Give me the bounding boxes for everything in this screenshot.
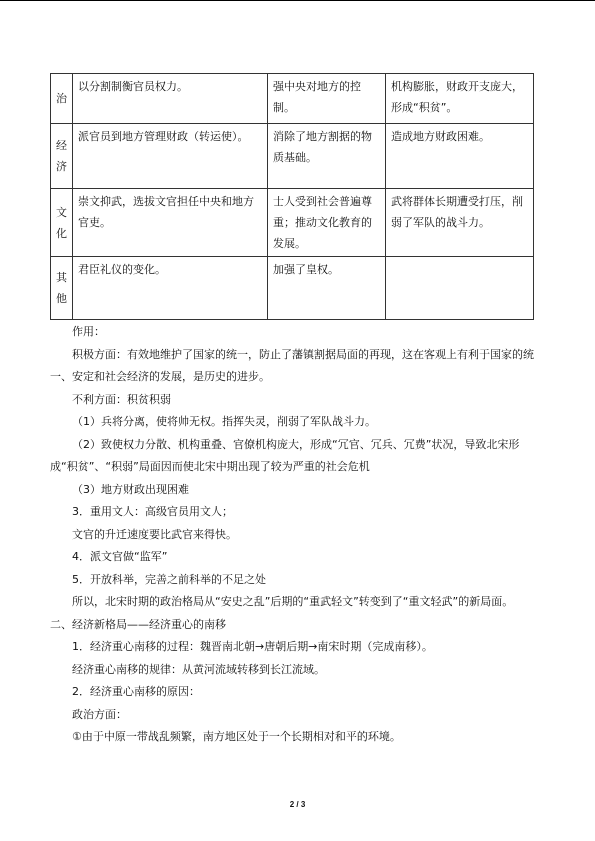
measure-cell: 君臣礼仪的变化。 bbox=[73, 257, 268, 320]
document-body bbox=[50, 321, 536, 749]
positive-effect-cell: 加强了皇权。 bbox=[268, 257, 386, 320]
positive-effect-cell: 消除了地方割据的物质基础。 bbox=[268, 124, 386, 189]
paragraph-political-reason-1: ①由于中原一带战乱频繁，南方地区处于一个长期相对和平的环境。 bbox=[72, 730, 401, 743]
page-top-rule bbox=[0, 0, 595, 1]
negative-effect-cell: 机构膨胀，财政开支庞大，形成“积贫”。 bbox=[386, 74, 534, 124]
paragraph-political-aspect: 政治方面： bbox=[72, 707, 127, 721]
page-number: 2 / 3 bbox=[289, 800, 306, 809]
paragraph-effects-heading: 作用： bbox=[72, 325, 105, 338]
negative-effect-cell: 造成地方财政困难。 bbox=[386, 124, 534, 189]
table-row bbox=[51, 124, 534, 189]
paragraph-negative-aspects: 不利方面：积贫积弱 bbox=[72, 392, 171, 406]
paragraph-economy-point-1: 1．经济重心南移的过程：魏晋南北朝→唐朝后期→南宋时期（完成南移）。 bbox=[72, 640, 433, 653]
paragraph-negative-item-1: （1）兵将分离，使将帅无权。指挥失灵，削弱了军队战斗力。 bbox=[72, 415, 376, 428]
paragraph-negative-item-3: （3）地方财政出现困难 bbox=[72, 482, 189, 496]
positive-effect-cell: 强中央对地方的控制。 bbox=[268, 74, 386, 124]
paragraph-negative-item-2: （2）致使权力分散、机构重叠、官僚机构庞大，形成“冗官、冗兵、冗费”状况，导致北宋形成“积贫”、“积弱”局面因而使北宋中期出现了较为严重的社会危机 bbox=[50, 437, 520, 473]
table-row bbox=[51, 257, 534, 320]
row-category-cell: 治 bbox=[51, 74, 73, 124]
paragraph-point-5: 5．开放科举，完善之前科举的不足之处 bbox=[72, 572, 266, 586]
positive-effect-cell: 士人受到社会普遍尊重；推动文化教育的发展。 bbox=[268, 189, 386, 257]
comparison-table bbox=[50, 73, 534, 320]
measure-cell: 崇文抑武，选拔文官担任中央和地方官吏。 bbox=[73, 189, 268, 257]
paragraph-point-3-detail: 文官的升迁速度要比武官来得快。 bbox=[72, 527, 237, 541]
row-category-cell: 其他 bbox=[51, 257, 73, 320]
table-row bbox=[51, 189, 534, 257]
paragraph-economy-point-2: 2．经济重心南移的原因： bbox=[72, 685, 200, 698]
row-category-cell: 经济 bbox=[51, 124, 73, 189]
measure-cell: 以分割制衡官员权力。 bbox=[73, 74, 268, 124]
paragraph-summary: 所以，北宋时期的政治格局从“安史之乱”后期的“重武轻文”转变到了“重文轻武”的新局面。 bbox=[72, 595, 514, 608]
paragraph-point-3: 3．重用文人：高级官员用文人； bbox=[72, 505, 233, 518]
row-category-cell: 文化 bbox=[51, 189, 73, 257]
measure-cell: 派官员到地方管理财政（转运使）。 bbox=[73, 124, 268, 189]
table-row bbox=[51, 74, 534, 124]
section-heading-economy: 二、经济新格局——经济重心的南移 bbox=[50, 617, 226, 631]
negative-effect-cell bbox=[386, 257, 534, 320]
negative-effect-cell: 武将群体长期遭受打压，削弱了军队的战斗力。 bbox=[386, 189, 534, 257]
paragraph-positive-aspects: 积极方面：有效地维护了国家的统一，防止了藩镇割据局面的再现，这在客观上有利于国家的统一、安定和社会经济的发展，是历史的进步。 bbox=[50, 347, 534, 383]
paragraph-economy-rule: 经济重心南移的规律：从黄河流域转移到长江流域。 bbox=[72, 662, 325, 676]
paragraph-point-4: 4．派文官做“监军” bbox=[72, 550, 168, 563]
